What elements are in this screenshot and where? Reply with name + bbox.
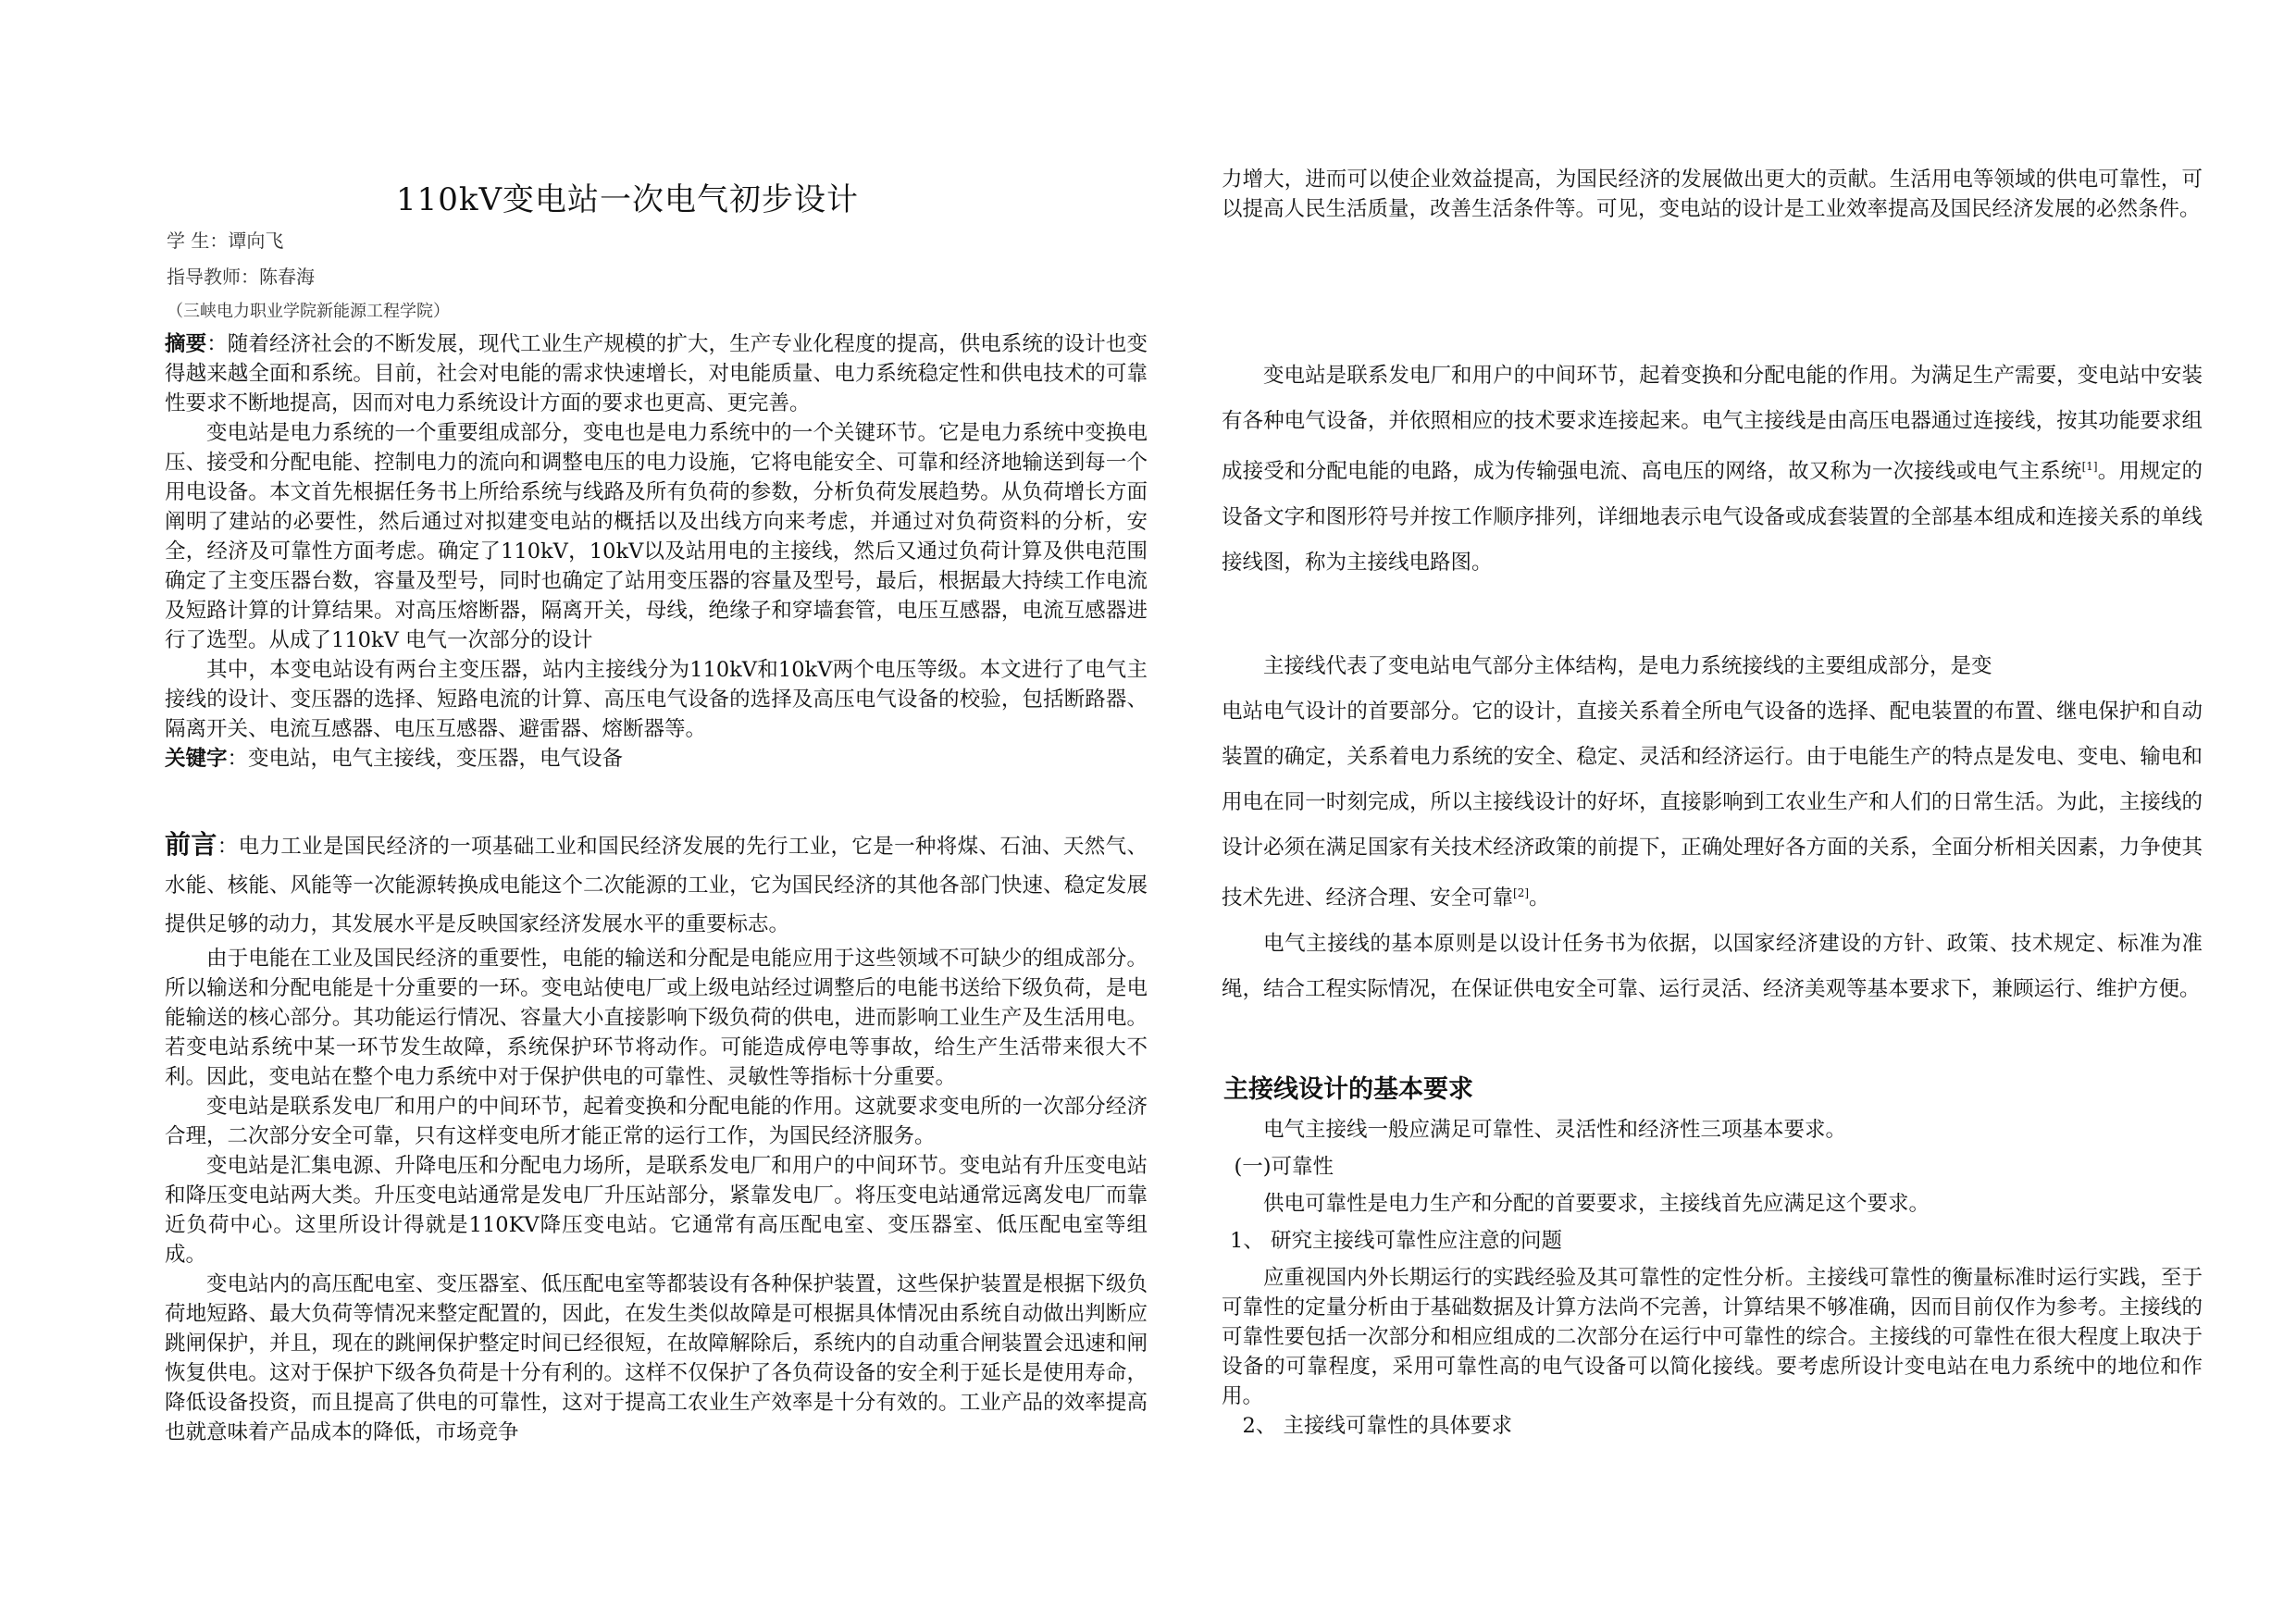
- reference-1[interactable]: [1]: [2081, 460, 2098, 473]
- right-paragraph-1: [1222, 353, 2203, 586]
- preface-label: 前言: [165, 829, 217, 860]
- right-continuation: [1222, 165, 2203, 224]
- item-1-heading: 1、 研究主接线可靠性应注意的问题: [1230, 1229, 1562, 1253]
- affiliation: （三峡电力职业学院新能源工程学院）: [167, 302, 450, 321]
- requirements-section: [1222, 1115, 2203, 1441]
- preface-section: [165, 825, 1148, 1447]
- reliability-text: 供电可靠性是电力生产和分配的首要要求，主接线首先应满足这个要求。: [1263, 1192, 1930, 1216]
- right-p2-line1: 主接线代表了变电站电气部分主体结构，是电力系统接线的主要组成部分，是变: [1263, 654, 1992, 678]
- continuation-text: 力增大，进而可以使企业效益提高，为国民经济的发展做出更大的贡献。生活用电等领域的供电可靠性，可以提高人民生活质量，改善生活条件等。可见，变电站的设计是工业效率提高及国民经济发展的必然条件。: [1222, 167, 2203, 221]
- reliability-subheading: (一)可靠性: [1234, 1155, 1334, 1179]
- right-p3: 电气主接线的基本原则是以设计任务书为依据，以国家经济建设的方针、政策、技术规定、标准为准绳，结合工程实际情况，在保证供电安全可靠、运行灵活、经济美观等基本要求下，兼顾运行、维护方便。: [1222, 931, 2203, 1001]
- abstract-label: 摘要: [165, 332, 207, 356]
- abstract-p3: 其中，本变电站设有两台主变压器，站内主接线分为110kV和10kV两个电压等级。本文进行了电气主接线的设计、变压器的选择、短路电流的计算、高压电气设备的选择及高压电气设备的校验，包括断路器、隔离开关、电流互感器、电压互感器、避雷器、熔断器等。: [165, 658, 1148, 741]
- abstract-p2: 变电站是电力系统的一个重要组成部分，变电也是电力系统中的一个关键环节。它是电力系统中变换电压、接受和分配电能、控制电力的流向和调整电压的电力设施，它将电能安全、可靠和经济地输送到每一个用电设备。本文首先根据任务书上所给系统与线路及所有负荷的参数，分析负荷发展趋势。从负荷增长方面阐明了建站的必要性，然后通过对拟建变电站的概括以及出线方向来考虑，并通过对负荷资料的分析，安全，经济及可靠性方面考虑。确定了110kV，10kV以及站用电的主接线，然后又通过负荷计算及供电范围确定了主变压器台数，容量及型号，同时也确定了站用变压器的容量及型号，最后，根据最大持续工作电流及短路计算的计算结果。对高压熔断器，隔离开关，母线，绝缘子和穿墙套管，电压互感器，电流互感器进行了选型。从成了110kV 电气一次部分的设计: [165, 421, 1148, 652]
- item-2-heading: 2、 主接线可靠性的具体要求: [1242, 1414, 1512, 1438]
- requirements-intro: 电气主接线一般应满足可靠性、灵活性和经济性三项基本要求。: [1263, 1118, 1847, 1142]
- abstract-section: [165, 329, 1148, 774]
- page-title: 110kV变电站一次电气初步设计: [395, 181, 860, 218]
- right-p1b: 。用规定的设备文字和图形符号并按工作顺序排列，详细地表示电气设备或成套装置的全部基本组成和连接关系的单线接线图，称为主接线电路图。: [1222, 459, 2203, 575]
- advisor-name: 指导教师：陈春海: [167, 266, 315, 288]
- student-name: 学 生：谭向飞: [167, 229, 284, 252]
- section-heading: 主接线设计的基本要求: [1223, 1075, 1473, 1104]
- preface-p4: 变电站是汇集电源、升降电压和分配电力场所，是联系发电厂和用户的中间环节。变电站有升压变电站和降压变电站两大类。升压变电站通常是发电厂升压站部分，紧靠发电厂。将压变电站通常远离发电厂而靠近负荷中心。这里所设计得就是110KV降压变电站。它通常有高压配电室、变压器室、低压配电室等组成。: [165, 1154, 1148, 1267]
- preface-p5: 变电站内的高压配电室、变压器室、低压配电室等都装设有各种保护装置，这些保护装置是根据下级负荷地短路、最大负荷等情况来整定配置的，因此，在发生类似故障是可根据具体情况由系统自动做出判断应跳闸保护，并且，现在的跳闸保护整定时间已经很短，在故障解除后，系统内的自动重合闸装置会迅速和闸恢复供电。这对于保护下级各负荷是十分有利的。这样不仅保护了各负荷设备的安全利于延长是使用寿命，降低设备投资，而且提高了供电的可靠性，这对于提高工农业生产效率是十分有效的。工业产品的效率提高也就意味着产品成本的降低，市场竞争: [165, 1272, 1148, 1444]
- item-1-text: 应重视国内外长期运行的实践经验及其可靠性的定性分析。主接线可靠性的衡量标准时运行实践，至于可靠性的定量分析由于基础数据及计算方法尚不完善，计算结果不够准确，因而目前仅作为参考。主接线的可靠性要包括一次部分和相应组成的二次部分在运行中可靠性的综合。主接线的可靠性在很大程度上取决于设备的可靠程度，采用可靠性高的电气设备可以简化接线。要考虑所设计变电站在电力系统中的地位和作用。: [1222, 1266, 2203, 1408]
- keywords-text: ：变电站，电气主接线，变压器，电气设备: [227, 747, 624, 771]
- right-p2a: 电站电气设计的首要部分。它的设计，直接关系着全所电气设备的选择、配电装置的布置、继电保护和自动装置的确定，关系着电力系统的安全、稳定、灵活和经济运行。由于电能生产的特点是发电、变电、输电和用电在同一时刻完成，所以主接线设计的好坏，直接影响到工农业生产和人们的日常生活。为此，主接线的设计必须在满足国家有关技术经济政策的前提下，正确处理好各方面的关系，全面分析相关因素，力争使其技术先进、经济合理、安全可靠: [1222, 700, 2203, 911]
- right-paragraph-2: [1222, 644, 2203, 1012]
- preface-p3: 变电站是联系发电厂和用户的中间环节，起着变换和分配电能的作用。这就要求变电所的一次部分经济合理，二次部分安全可靠，只有这样变电所才能正常的运行工作，为国民经济服务。: [165, 1095, 1148, 1148]
- preface-p2: 由于电能在工业及国民经济的重要性，电能的输送和分配是电能应用于这些领域不可缺少的组成部分。所以输送和分配电能是十分重要的一环。变电站使电厂或上级电站经过调整后的电能书送给下级负荷，是电能输送的核心部分。其功能运行情况、容量大小直接影响下级负荷的供电，进而影响工业生产及生活用电。若变电站系统中某一环节发生故障，系统保护环节将动作。可能造成停电等事故，给生产生活带来很大不利。因此，变电站在整个电力系统中对于保护供电的可靠性、灵敏性等指标十分重要。: [165, 947, 1148, 1089]
- preface-p1: ：电力工业是国民经济的一项基础工业和国民经济发展的先行工业，它是一种将煤、石油、天然气、水能、核能、风能等一次能源转换成电能这个二次能源的工业，它为国民经济的其他各部门快速、稳定发展提供足够的动力，其发展水平是反映国家经济发展水平的重要标志。: [165, 835, 1148, 936]
- right-p2b: 。: [1529, 886, 1550, 911]
- right-p1a: 变电站是联系发电厂和用户的中间环节，起着变换和分配电能的作用。为满足生产需要，变电站中安装有各种电气设备，并依照相应的技术要求连接起来。电气主接线是由高压电器通过连接线，按其功能要求组成接受和分配电能的电路，成为传输强电流、高电压的网络，故又称为一次接线或电气主系统: [1222, 364, 2203, 484]
- abstract-p1: ：随着经济社会的不断发展，现代工业生产规模的扩大，生产专业化程度的提高，供电系统的设计也变得越来越全面和系统。目前，社会对电能的需求快速增长，对电能质量、电力系统稳定性和供电技术的可靠性要求不断地提高，因而对电力系统设计方面的要求也更高、更完善。: [165, 332, 1148, 415]
- keywords-label: 关键字: [165, 747, 228, 771]
- reference-2[interactable]: [2]: [1513, 886, 1530, 899]
